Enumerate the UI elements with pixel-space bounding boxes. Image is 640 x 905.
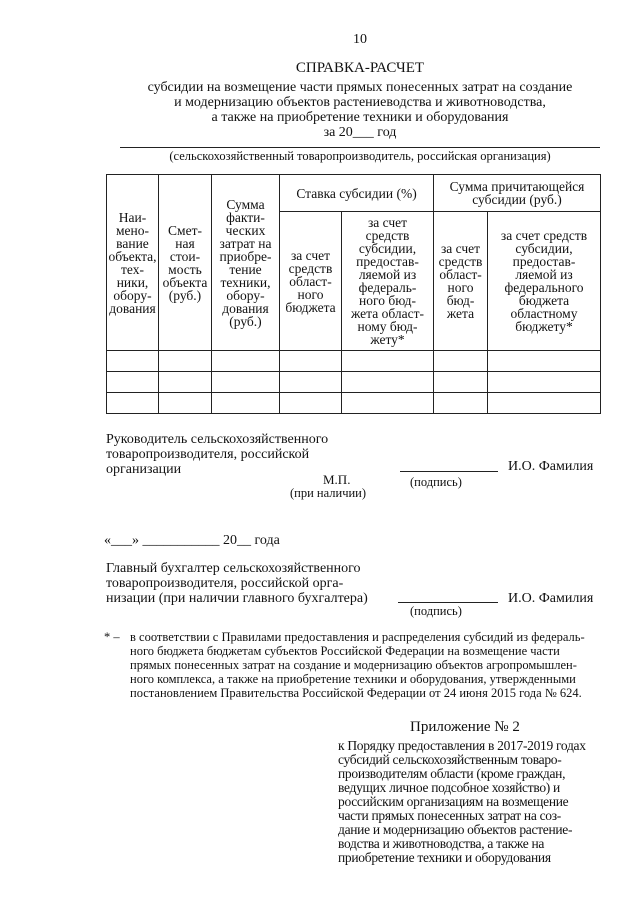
subsidy-table — [106, 174, 601, 414]
stamp-note: (при наличии) — [290, 486, 367, 500]
footnote-mark: * – — [104, 630, 120, 644]
header-sum-federal: за счет средств субсидии, предостав- ляемой из федерального бюджета областному бюджету* — [488, 212, 601, 351]
head-name: И.О. Фамилия — [508, 459, 594, 474]
year-line: за 20___ год — [323, 125, 397, 140]
header-actual-costs: Сумма факти- ческих затрат на приобре- тение техники, обору- дования (руб.) — [212, 175, 280, 351]
appendix-text: к Порядку предоставления в 2017-2019 годах субсидий сельскохозяйственным товаро- производителям области (кроме граждан, ведущих личное подсобное хозяйство) и российским организациям на возмещение части прямых понесенных затрат на соз- дание и модернизацию объектов растение- водства и животноводства, а также на приобретение техники и оборудования — [338, 738, 586, 865]
table-row — [107, 351, 601, 372]
header-estimated-cost: Смет- ная стои- мость объекта (руб.) — [159, 175, 212, 351]
document-title: СПРАВКА-РАСЧЕТ — [295, 60, 425, 76]
header-rate-regional: за счет средств област- ного бюджета — [280, 212, 342, 351]
accountant-name: И.О. Фамилия — [508, 591, 594, 606]
header-object-name: Наи- мено- вание объекта, тех- ники, обору- дования — [107, 175, 159, 351]
date-line: «___» ___________ 20__ года — [104, 533, 280, 548]
document-subtitle: субсидии на возмещение части прямых понесенных затрат на создание и модернизацию объектов растениеводства и животноводства, а также на приобретение техники и оборудования — [147, 80, 573, 125]
table-row — [107, 372, 601, 393]
header-sum-regional: за счет средств област- ного бюд- жета — [434, 212, 488, 351]
accountant-signature-caption: (подпись) — [410, 604, 462, 618]
stamp-label: М.П. — [323, 472, 351, 487]
head-signature-caption: (подпись) — [410, 475, 462, 489]
accountant-title: Главный бухгалтер сельскохозяйственного товаропроизводителя, российской орга- низации (при наличии главного бухгалтера) — [106, 561, 368, 606]
producer-line — [120, 147, 600, 148]
page-number: 10 — [353, 32, 367, 47]
producer-caption: (сельскохозяйственный товаропроизводитель, российская организация) — [169, 149, 551, 163]
header-subsidy-rate: Ставка субсидии (%) — [280, 175, 434, 212]
footnote-text: в соответствии с Правилами предоставления и распределения субсидий из федераль- ного бюджета бюджетам субъектов Российской Федерации на возмещение части прямых понесенных затрат на создание и модернизацию объектов агропромышлен- ного комплекса, а также на приобретение техники и оборудования, утвержденными постановлением Правительства Российской Федерации от 24 июня 2015 года № 624. — [130, 630, 585, 700]
head-signature-line — [400, 471, 498, 472]
header-rate-federal: за счет средств субсидии, предостав- ляемой из федераль- ного бюд- жета област- ному бюд- жету* — [342, 212, 434, 351]
accountant-signature-line — [398, 602, 498, 603]
appendix-title: Приложение № 2 — [410, 719, 520, 735]
header-subsidy-sum: Сумма причитающейся субсидии (руб.) — [434, 175, 601, 212]
head-title: Руководитель сельскохозяйственного товаропроизводителя, российской организации — [106, 432, 329, 477]
table-row — [107, 393, 601, 414]
